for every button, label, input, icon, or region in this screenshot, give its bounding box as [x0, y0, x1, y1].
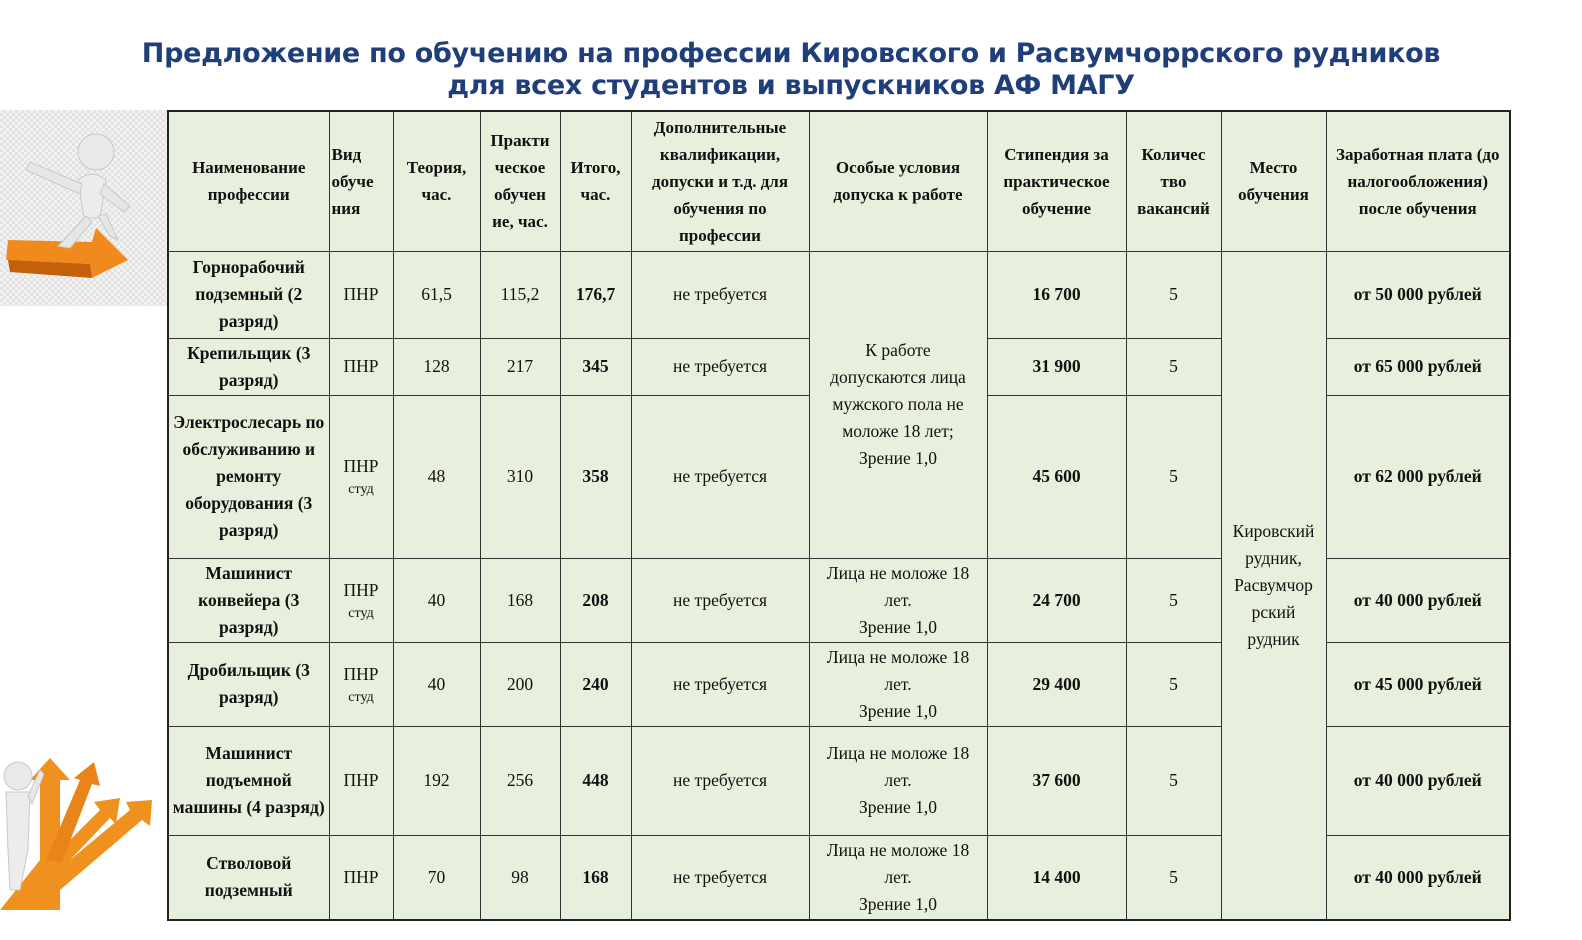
training-table [167, 110, 1511, 921]
cell-theory: 61,5 [393, 251, 480, 338]
cell-theory: 40 [393, 558, 480, 642]
figure-arrow-icon [0, 110, 168, 306]
cell-practice: 98 [480, 835, 560, 920]
cell-stipend: 24 700 [987, 558, 1126, 642]
cell-salary: от 50 000 рублей [1326, 251, 1510, 338]
header-name: Наименование профессии [168, 111, 329, 251]
cell-place-merged: Кировский рудник, Расвумчор рский рудник [1221, 251, 1326, 920]
cell-vacancies: 5 [1126, 558, 1221, 642]
header-kind: Вид обуче ния [329, 111, 393, 251]
cell-vacancies: 5 [1126, 726, 1221, 835]
crossroads-figure-illustration [0, 740, 168, 910]
cell-total: 240 [560, 642, 631, 726]
header-conditions: Особые условия допуска к работе [809, 111, 987, 251]
cell-stipend: 14 400 [987, 835, 1126, 920]
cell-kind: ПНР [329, 251, 393, 338]
cell-kind: ПНР [329, 338, 393, 395]
cell-extra: не требуется [631, 642, 809, 726]
cell-kind: ПНР студ [329, 558, 393, 642]
cell-extra: не требуется [631, 835, 809, 920]
cell-practice: 115,2 [480, 251, 560, 338]
cell-theory: 128 [393, 338, 480, 395]
cell-salary: от 45 000 рублей [1326, 642, 1510, 726]
cell-name: Электрослесарь по обслуживанию и ремонту оборудования (3 разряд) [168, 395, 329, 558]
cell-practice: 256 [480, 726, 560, 835]
table-header-row [168, 111, 1510, 251]
cell-practice: 200 [480, 642, 560, 726]
header-extra: Дополнительные квалификации, допуски и т.д. для обучения по профессии [631, 111, 809, 251]
cell-extra: не требуется [631, 558, 809, 642]
header-place: Место обучения [1221, 111, 1326, 251]
title-line-1: Предложение по обучению на профессии Кировского и Расвумчоррского рудников [141, 38, 1441, 69]
cell-conditions: Лица не моложе 18 лет. Зрение 1,0 [809, 558, 987, 642]
cell-name: Горнорабочий подземный (2 разряд) [168, 251, 329, 338]
running-figure-illustration [0, 110, 168, 306]
cell-stipend: 16 700 [987, 251, 1126, 338]
cell-extra: не требуется [631, 251, 809, 338]
header-stipend: Стипендия за практическое обучение [987, 111, 1126, 251]
cell-total: 208 [560, 558, 631, 642]
cell-practice: 310 [480, 395, 560, 558]
cell-conditions: Лица не моложе 18 лет. Зрение 1,0 [809, 642, 987, 726]
cell-stipend: 31 900 [987, 338, 1126, 395]
cell-extra: не требуется [631, 338, 809, 395]
page-title [0, 38, 1582, 102]
cell-theory: 40 [393, 642, 480, 726]
cell-name: Машинист конвейера (3 разряд) [168, 558, 329, 642]
header-vacancies: Количес тво вакансий [1126, 111, 1221, 251]
cell-theory: 192 [393, 726, 480, 835]
cell-salary: от 62 000 рублей [1326, 395, 1510, 558]
header-practice: Практи ческое обучен ие, час. [480, 111, 560, 251]
cell-stipend: 37 600 [987, 726, 1126, 835]
header-theory: Теория, час. [393, 111, 480, 251]
cell-stipend: 45 600 [987, 395, 1126, 558]
cell-vacancies: 5 [1126, 251, 1221, 338]
cell-conditions-merged: К работе допускаются лица мужского пола не моложе 18 лет; Зрение 1,0 [809, 251, 987, 558]
cell-practice: 217 [480, 338, 560, 395]
cell-vacancies: 5 [1126, 338, 1221, 395]
cell-salary: от 40 000 рублей [1326, 726, 1510, 835]
cell-practice: 168 [480, 558, 560, 642]
cell-name: Машинист подъемной машины (4 разряд) [168, 726, 329, 835]
cell-conditions: Лица не моложе 18 лет. Зрение 1,0 [809, 835, 987, 920]
cell-salary: от 40 000 рублей [1326, 558, 1510, 642]
cell-stipend: 29 400 [987, 642, 1126, 726]
cell-kind: ПНР студ [329, 642, 393, 726]
cell-theory: 48 [393, 395, 480, 558]
cell-extra: не требуется [631, 726, 809, 835]
cell-conditions: Лица не моложе 18 лет. Зрение 1,0 [809, 726, 987, 835]
cell-name: Дробильщик (3 разряд) [168, 642, 329, 726]
cell-vacancies: 5 [1126, 395, 1221, 558]
cell-total: 448 [560, 726, 631, 835]
cell-total: 168 [560, 835, 631, 920]
cell-kind: ПНР [329, 726, 393, 835]
cell-total: 358 [560, 395, 631, 558]
table-row [168, 251, 1510, 338]
cell-extra: не требуется [631, 395, 809, 558]
cell-vacancies: 5 [1126, 835, 1221, 920]
cell-name: Стволовой подземный [168, 835, 329, 920]
cell-theory: 70 [393, 835, 480, 920]
title-line-2: для всех студентов и выпускников АФ МАГУ [447, 70, 1135, 101]
crossroads-arrows-icon [0, 740, 168, 910]
cell-salary: от 40 000 рублей [1326, 835, 1510, 920]
cell-total: 176,7 [560, 251, 631, 338]
header-total: Итого, час. [560, 111, 631, 251]
cell-salary: от 65 000 рублей [1326, 338, 1510, 395]
header-salary: Заработная плата (до налогообложения) после обучения [1326, 111, 1510, 251]
cell-vacancies: 5 [1126, 642, 1221, 726]
cell-kind: ПНР студ [329, 395, 393, 558]
cell-total: 345 [560, 338, 631, 395]
cell-kind: ПНР [329, 835, 393, 920]
cell-name: Крепильщик (3 разряд) [168, 338, 329, 395]
